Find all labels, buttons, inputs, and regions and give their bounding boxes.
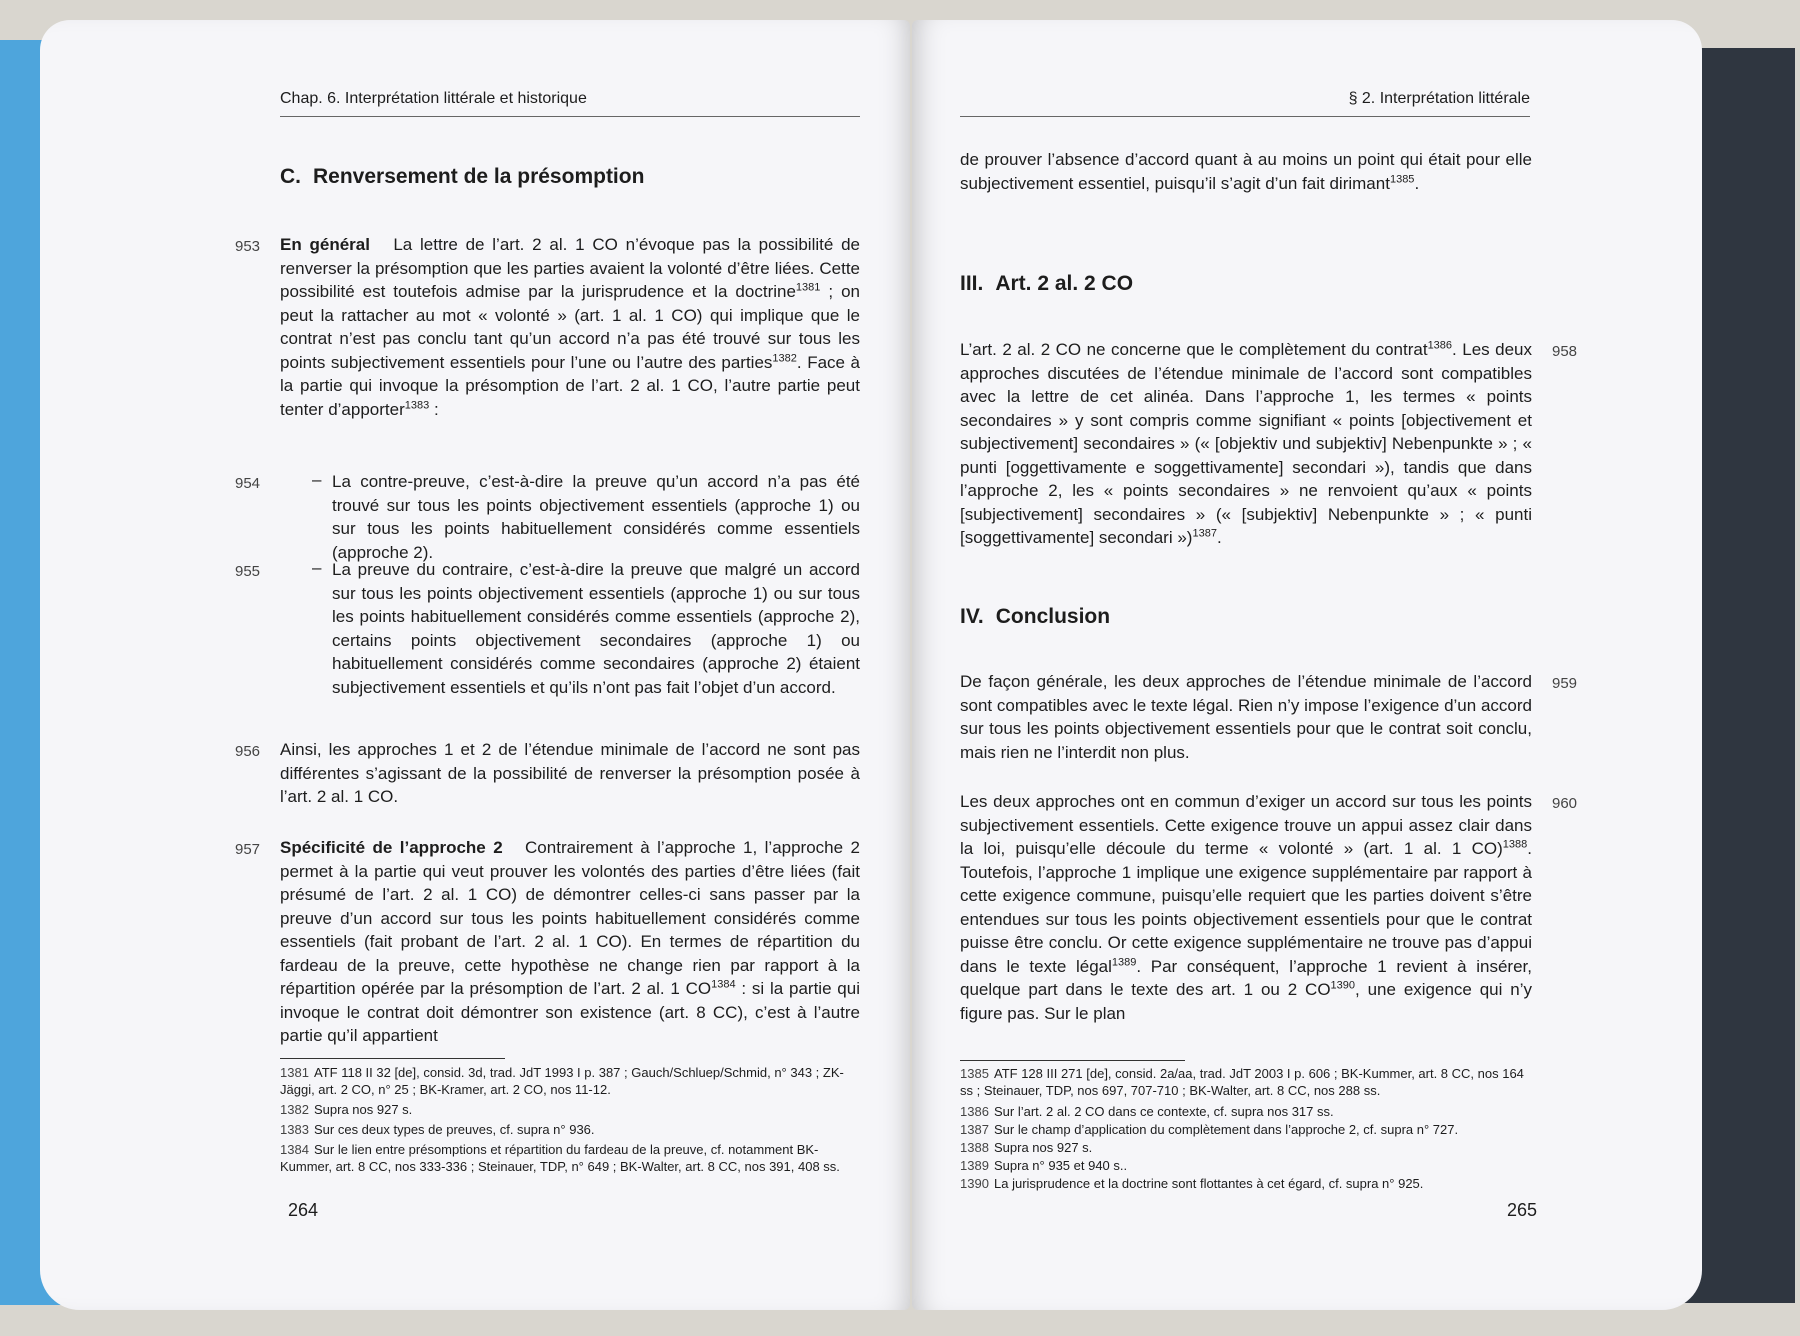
paragraph-953: En général La lettre de l’art. 2 al. 1 CO n’évoque pas la possibilité de renverser la présomption que les parties avaient la volonté d’être liées. Cette possibilité est toutefois admise par la jurisprudence et la doctrine$^{1381}$ ; on peut la rattacher au mot « volonté » (art. 1 al. 1 CO) qui implique que le contrat n’est pas conclu tant qu’un accord n’a pas été trouvé sur tous les points subjectivement essentiels pour l’une ou l’autre des parties$^{1382}$. Face à la partie qui invoque la présomption de l’art. 2 al. 1 CO, l’autre partie peut tenter d’apporter$^{1383}$ : (280, 235, 860, 419)
margin-number-958: 958 (1552, 343, 1578, 360)
margin-number-953: 953 (235, 238, 261, 255)
footnote-ref[interactable]: 1390 (1330, 979, 1356, 992)
paragraph-955: La preuve du contraire, c’est-à-dire la preuve que malgré un accord sur tous les points objectivement essentiels (approche 1) ou sur tous les points habituellement considérés comme essentiels (approche 2), certains points objectivement secondaires (approche 1) ou habituellement considérés comme secondaires (approche 2) étaient subjectivement essentiels et qu’ils n’ont pas fait l’objet d’un accord. (332, 560, 860, 697)
paragraph-957: Spécificité de l’approche 2 Contrairement à l’approche 1, l’approche 2 permet à la partie qui veut prouver les volontés des parties d’être liées (fait présumé de l’art. 2 al. 1 CO) de démontrer celles-ci sans passer par la preuve d’un accord sur tous les points habituellement considérés comme essentiels (fait probant de l’art. 2 al. 1 CO). En termes de répartition du fardeau de la preuve, cette hypothèse ne change rien par rapport à la répartition opérée par la présomption de l’art. 2 al. 1 $CO^{1384}$ : si la partie qui invoque le contrat doit démontrer son existence (art. 8 CC), c’est à l’autre partie qu’il appartient (280, 838, 860, 1045)
page-number-right: 265 (1507, 1200, 1538, 1220)
left-page (40, 20, 910, 1310)
footnote: 1390 La jurisprudence et la doctrine sont flottantes à cet égard, cf. supra n° 925. (960, 1176, 1424, 1191)
list-dash: – (312, 558, 322, 577)
footnote: 1387 Sur le champ d’application du complètement dans l’approche 2, cf. supra n° 727. (960, 1122, 1459, 1137)
section-heading-c: C. Renversement de la présomption (280, 165, 645, 188)
running-header-right: § 2. Interprétation littérale (960, 90, 1530, 117)
footnote: 1381 ATF 118 II 32 [de], consid. 3d, trad. JdT 1993 I p. 387 ; Gauch/Schluep/Schmid, n° 343 ; ZK-Jäggi, art. 2 CO, n° 25 ; BK-Kramer, art. 2 CO, nos 11-12. (280, 1065, 844, 1097)
paragraph-956: Ainsi, les approches 1 et 2 de l’étendue minimale de l’accord ne sont pas différentes s’agissant de la possibilité de renverser la présomption posée à l’art. 2 al. 1 CO. (280, 740, 860, 806)
footnote-ref[interactable]: 1389 (1111, 955, 1137, 968)
footnote: 1384 Sur le lien entre présomptions et répartition du fardeau de la preuve, cf. notamment BK-Kummer, art. 8 CC, nos 333-336 ; Steinauer, TDP, n° 649 ; BK-Walter, art. 8 CC, nos 391, 408 ss. (280, 1142, 840, 1174)
footnote-ref[interactable]: 1387 (1192, 527, 1217, 540)
list-dash: – (312, 470, 322, 489)
paragraph-958: L’art. 2 al. 2 CO ne concerne que le complètement du contrat$^{1386}$. Les deux approches discutées de l’étendue minimale de l’accord sont compatibles avec la lettre de cet alinéa. Dans l’approche 1, les termes « points secondaires » y sont compris comme signifiant « points [objectivement et subjectivement] secondaires » (« [objektiv und subjektiv] Nebenpunkte » ; « punti [oggettivamente e soggettivamente] secondari »), tandis que dans l’approche 2, les « points secondaires » ne renvoient qu’aux « points [subjectivement] secondaires » (« [subjektiv] Nebenpunkte » ; « punti [soggettivamente] secondari »)$^{1387}$. (960, 339, 1532, 547)
footnote-ref[interactable]: 1382 (772, 351, 797, 364)
section-heading-iii: III. Art. 2 al. 2 CO (960, 272, 1134, 295)
page-number-left: 264 (288, 1200, 319, 1220)
section-heading-iv: IV. Conclusion (960, 605, 1111, 628)
footnote: 1383 Sur ces deux types de preuves, cf. supra n° 936. (280, 1122, 595, 1137)
margin-number-960: 960 (1552, 795, 1578, 812)
margin-number-956: 956 (235, 743, 261, 760)
footnote: 1388 Supra nos 927 s. (960, 1140, 1093, 1155)
right-page (912, 20, 1702, 1310)
margin-number-957: 957 (235, 841, 261, 858)
footnote: 1382 Supra nos 927 s. (280, 1102, 413, 1117)
footnote-ref[interactable]: 1386 (1427, 339, 1453, 352)
footnote-rule (960, 1060, 1185, 1061)
footnote-ref[interactable]: 1384 (711, 978, 736, 991)
footnote: 1389 Supra n° 935 et 940 s.. (960, 1158, 1128, 1173)
footnote: 1385 ATF 128 III 271 [de], consid. 2a/aa, trad. JdT 2003 I p. 606 ; BK-Kummer, art. 8 CC, nos 164 ss ; Steinauer, TDP, nos 697, 707-710 ; BK-Walter, art. 8 CC, nos 288 ss. (960, 1066, 1524, 1098)
margin-number-954: 954 (235, 475, 261, 492)
paragraph-959: De façon générale, les deux approches de l’étendue minimale de l’accord sont compatibles avec le texte légal. Rien n’y impose l’exigence d’un accord sur tous les points objectivement essentiels pour que le contrat soit conclu, mais rien ne l’interdit non plus. (960, 672, 1532, 762)
footnote-ref[interactable]: 1388 (1502, 838, 1528, 851)
margin-number-955: 955 (235, 563, 261, 580)
footnote-ref[interactable]: 1385 (1389, 172, 1415, 185)
footnote: 1386 Sur l’art. 2 al. 2 CO dans ce contexte, cf. supra nos 317 ss. (960, 1104, 1334, 1119)
footnote-rule (280, 1058, 505, 1059)
footnote-ref[interactable]: 1383 (404, 398, 430, 411)
paragraph-954: La contre-preuve, c’est-à-dire la preuve qu’un accord n’a pas été trouvé sur tous les points objectivement essentiels (approche 1) ou sur tous les points habituellement considérés comme essentiels (approche 2). (332, 472, 860, 562)
running-header-left: Chap. 6. Interprétation littérale et historique (280, 90, 860, 117)
paragraph-continuation: de prouver l’absence d’accord quant à au moins un point qui était pour elle subjectivement essentiel, puisqu’il s’agit d’un fait dirimant$^{1385}$. (960, 150, 1532, 193)
paragraph-960: Les deux approches ont en commun d’exiger un accord sur tous les points subjectivement essentiels. Cette exigence trouve un appui assez clair dans la loi, puisqu’elle découle du terme « volonté » (art. 1 al. 1 CO)$^{1388}$. Toutefois, l’approche 1 implique une exigence supplémentaire par rapport à cette exigence commune, puisqu’elle requiert que les parties doivent s’être entendues sur tous les points objectivement essentiels pour que le contrat puisse être conclu. Or cette exigence supplémentaire ne trouve pas d’appui dans le texte légal$^{1389}$. Par conséquent, l’approche 1 revient à insérer, quelque part dans le texte des art. 1 ou 2 $CO^{1390}$, une exigence qui n’y figure pas. Sur le plan (960, 792, 1532, 1023)
footnote-ref[interactable]: 1381 (795, 281, 821, 294)
margin-number-959: 959 (1552, 675, 1578, 692)
